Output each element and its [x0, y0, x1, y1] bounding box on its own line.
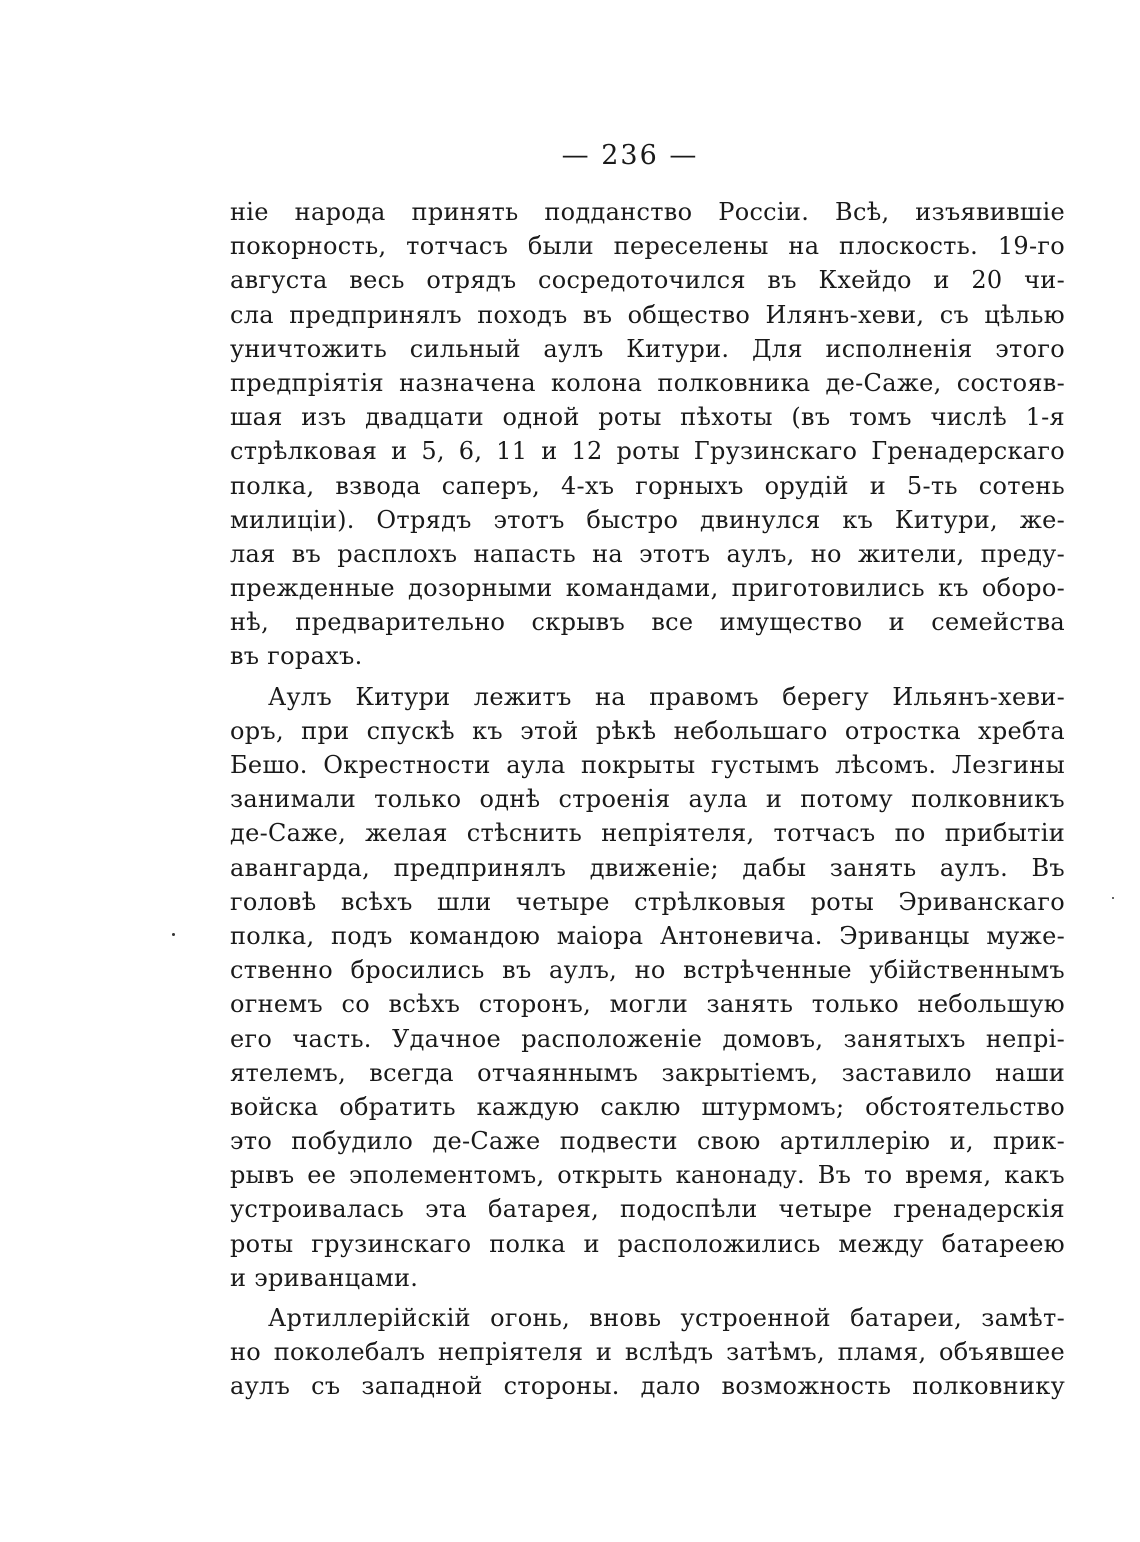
text-line: роты грузинскаго полка и расположились между батареею	[230, 1229, 1065, 1258]
text-line: полка, взвода саперъ, 4-хъ горныхъ орудій и 5-ть сотень	[230, 471, 1065, 500]
text-line: его часть. Удачное расположеніе домовъ, занятыхъ непрі-	[230, 1024, 1065, 1053]
text-line: огнемъ со всѣхъ сторонъ, могли занять только небольшую	[230, 990, 1065, 1019]
text-line: войска обратить каждую саклю штурмомъ; обстоятельство	[230, 1092, 1065, 1121]
text-line: въ горахъ.	[230, 642, 363, 671]
text-line: полка, подъ командою маіора Антоневича. Эриванцы муже-	[230, 921, 1065, 950]
text-line: Аулъ Китури лежитъ на правомъ берегу Ильянъ-хеви-	[268, 682, 1065, 711]
body-text	[230, 195, 1065, 1404]
text-line: де-Саже, желая стѣснить непріятеля, тотчасъ по прибытіи	[230, 819, 1065, 848]
text-line: ніе народа принять подданство Россіи. Всѣ, изъявившіе	[230, 198, 1065, 226]
text-line: Бешо. Окрестности аула покрыты густымъ лѣсомъ. Лезгины	[230, 751, 1065, 779]
text-line: оръ, при спускѣ къ этой рѣкѣ небольшаго отростка хребта	[230, 716, 1065, 745]
text-line: шая изъ двадцати одной роты пѣхоты (въ томъ числѣ 1-я	[230, 403, 1065, 432]
scan-speck	[1112, 897, 1114, 899]
page-number: — 236 —	[561, 140, 699, 171]
text-line: рывъ ее эполементомъ, открыть канонаду. Въ то время, какъ	[230, 1161, 1065, 1190]
text-line: Артиллерійскій огонь, вновь устроенной батареи, замѣт-	[268, 1304, 1065, 1332]
text-line: августа весь отрядъ сосредоточился въ Кхейдо и 20 чи-	[230, 266, 1065, 295]
text-line: лая въ расплохъ напасть на этотъ аулъ, но жители, преду-	[230, 539, 1065, 568]
text-line: стрѣлковая и 5, 6, 11 и 12 роты Грузинскаго Гренадерскаго	[230, 437, 1065, 466]
text-line: нѣ, предварительно скрывъ все имущество и семейства	[230, 608, 1065, 637]
text-line: милиціи). Отрядъ этотъ быстро двинулся къ Китури, же-	[230, 505, 1065, 534]
text-line: уничтожить сильный аулъ Китури. Для исполненія этого	[230, 334, 1065, 363]
paragraph	[230, 1301, 1065, 1404]
text-line: аулъ съ западной стороны. дало возможность полковнику	[230, 1372, 1065, 1401]
scan-speck	[172, 933, 175, 936]
paragraph	[230, 195, 1065, 674]
text-line: ятелемъ, всегда отчаяннымъ закрытіемъ, заставило наши	[230, 1058, 1065, 1087]
text-line: но поколебалъ непріятеля и вслѣдъ затѣмъ, пламя, объявшее	[230, 1338, 1065, 1367]
text-line: сла предпринялъ походъ въ общество Илянъ-хеви, съ цѣлью	[230, 300, 1065, 329]
text-line: покорность, тотчасъ были переселены на плоскость. 19-го	[230, 232, 1065, 261]
text-line: занимали только однѣ строенія аула и потому полковникъ	[230, 785, 1065, 814]
text-line: предпріятія назначена колона полковника де-Саже, состояв-	[230, 368, 1065, 397]
text-line: это побудило де-Саже подвести свою артиллерію и, прик-	[230, 1127, 1065, 1156]
text-line: прежденные дозорными командами, приготовились къ оборо-	[230, 574, 1065, 603]
text-line: головѣ всѣхъ шли четыре стрѣлковыя роты Эриванскаго	[230, 887, 1065, 916]
text-line: устроивалась эта батарея, подоспѣли четыре гренадерскія	[230, 1195, 1065, 1224]
text-line: авангарда, предпринялъ движеніе; дабы занять аулъ. Въ	[230, 853, 1065, 882]
text-line: ственно бросились въ аулъ, но встрѣченные убійственнымъ	[230, 956, 1065, 985]
paragraph	[230, 680, 1065, 1295]
text-line: и эриванцами.	[230, 1263, 419, 1292]
